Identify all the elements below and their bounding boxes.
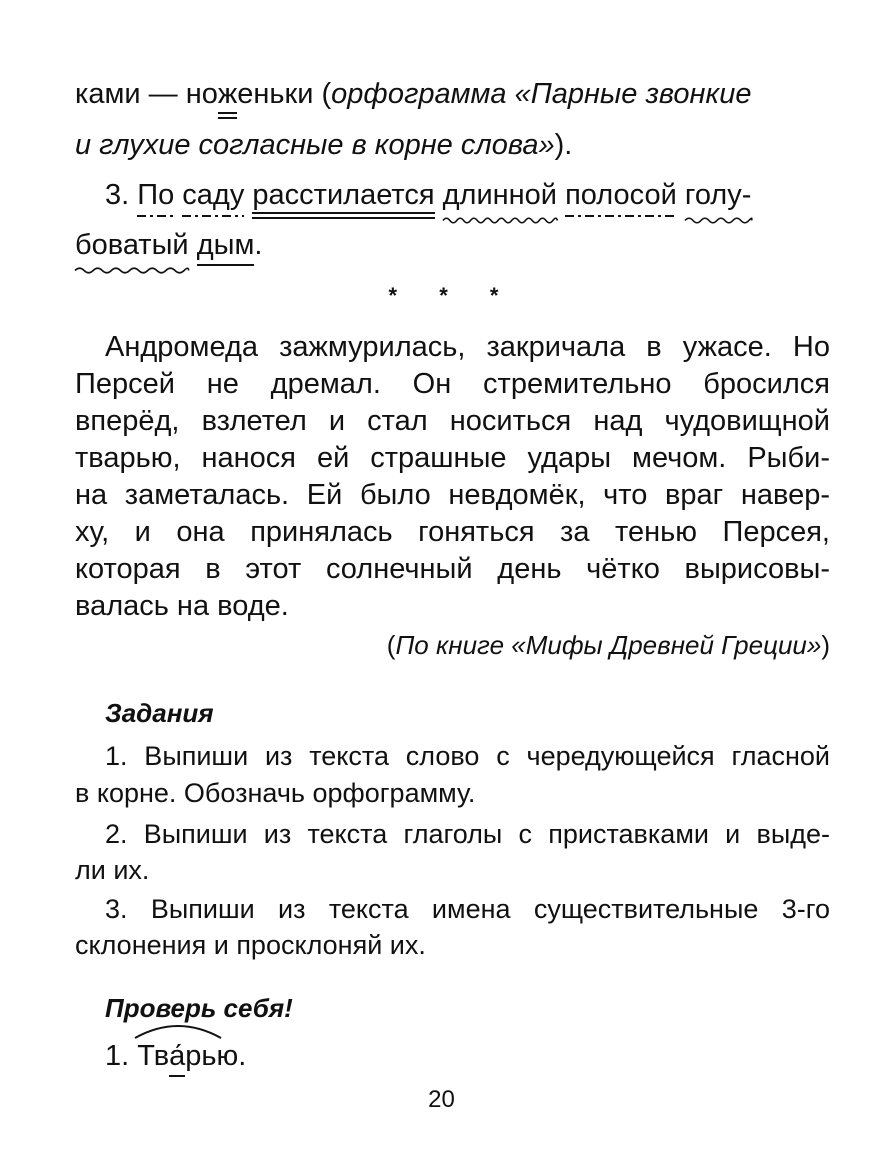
- sentence3-line2: [75, 227, 262, 263]
- stressed-vowel: а́: [169, 1040, 186, 1072]
- root-arc-mark: [133, 1020, 223, 1040]
- task-3-line-1: 3. Выпиши из текста имена существительные 3-го: [105, 894, 830, 924]
- wavy-underline: [685, 216, 752, 225]
- source-title: По книге «Мифы Древней Греции»: [395, 630, 822, 660]
- highlighted-consonant: ж: [217, 78, 238, 110]
- check-heading: Проверь себя!: [105, 993, 293, 1023]
- text: еньки (: [237, 78, 332, 110]
- story-line-3: вперёд, взлетел и стал носиться над чудовищной: [75, 405, 830, 437]
- sentence-number: 3.: [105, 179, 130, 211]
- italic-note: орфограмма «Парные звонкие: [331, 78, 752, 110]
- story-line-5: на заметалась. Ей было невдомёк, что враг навер-: [75, 479, 830, 511]
- story-line-6: ху, и она принялась гоняться за тенью Персея,: [75, 516, 830, 548]
- story-line-4: тварью, нанося ей страшные удары мечом. Рыби-: [75, 442, 830, 474]
- paragraph1-line1: [75, 76, 751, 112]
- predicate-word: расстилается: [252, 179, 435, 211]
- page-number: 20: [428, 1086, 455, 1113]
- attribute-word-golu: [685, 177, 752, 213]
- story-line-7: которая в этот солнечный день чётко вырисовы-: [75, 553, 830, 585]
- section-separator: * * *: [388, 283, 517, 308]
- task-1-line-2: в корне. Обозначь орфограмму.: [75, 778, 476, 808]
- italic-quote-close: »: [538, 129, 555, 161]
- text: ками — но: [75, 78, 218, 110]
- tasks-heading: Задания: [105, 698, 214, 728]
- period: .: [254, 229, 263, 261]
- adverbial-word-sadu: саду: [182, 179, 245, 211]
- story-source: [387, 627, 830, 663]
- story-line-1: Андромеда зажмурилась, закричала в ужасе. Но: [105, 331, 830, 363]
- task-3-line-2: склонения и просклоняй их.: [75, 930, 426, 960]
- check-answer-1: [105, 1038, 246, 1074]
- adverbial-word-polosoy: полосой: [565, 179, 677, 211]
- text: длинной: [442, 179, 558, 211]
- paragraph1-line2: [75, 127, 572, 163]
- story-line-8: валась на воде.: [75, 590, 289, 622]
- task-1-line-1: 1. Выпиши из текста слово с чередующейся гласной: [105, 741, 830, 771]
- task-2-line-2: ли их.: [75, 855, 150, 885]
- wavy-underline: [443, 216, 557, 225]
- sentence3-line1: [105, 177, 751, 213]
- paren-open: (: [386, 630, 396, 660]
- story-line-2: Персей не дремал. Он стремительно бросился: [75, 368, 830, 400]
- text: ).: [554, 129, 573, 161]
- paren-close: ): [821, 630, 830, 660]
- root-start: Тв: [137, 1040, 170, 1072]
- italic-note: и глухие согласные в корне слова: [75, 129, 539, 161]
- root-with-arc: [137, 1038, 201, 1074]
- wavy-underline: [75, 266, 189, 275]
- task-2-line-1: 2. Выпиши из текста глаголы с приставками и выде-: [105, 819, 830, 849]
- attribute-word-dlinnoy: [443, 177, 557, 213]
- text: боватый: [75, 229, 189, 261]
- answer-number: 1.: [105, 1040, 130, 1072]
- text: голу-: [684, 179, 752, 211]
- adverbial-word-po: По: [137, 179, 175, 211]
- subject-word: дым: [196, 229, 255, 261]
- attribute-word-bovatyy: [75, 227, 189, 263]
- word-ending: ью.: [201, 1040, 247, 1072]
- root-end: р: [185, 1040, 202, 1072]
